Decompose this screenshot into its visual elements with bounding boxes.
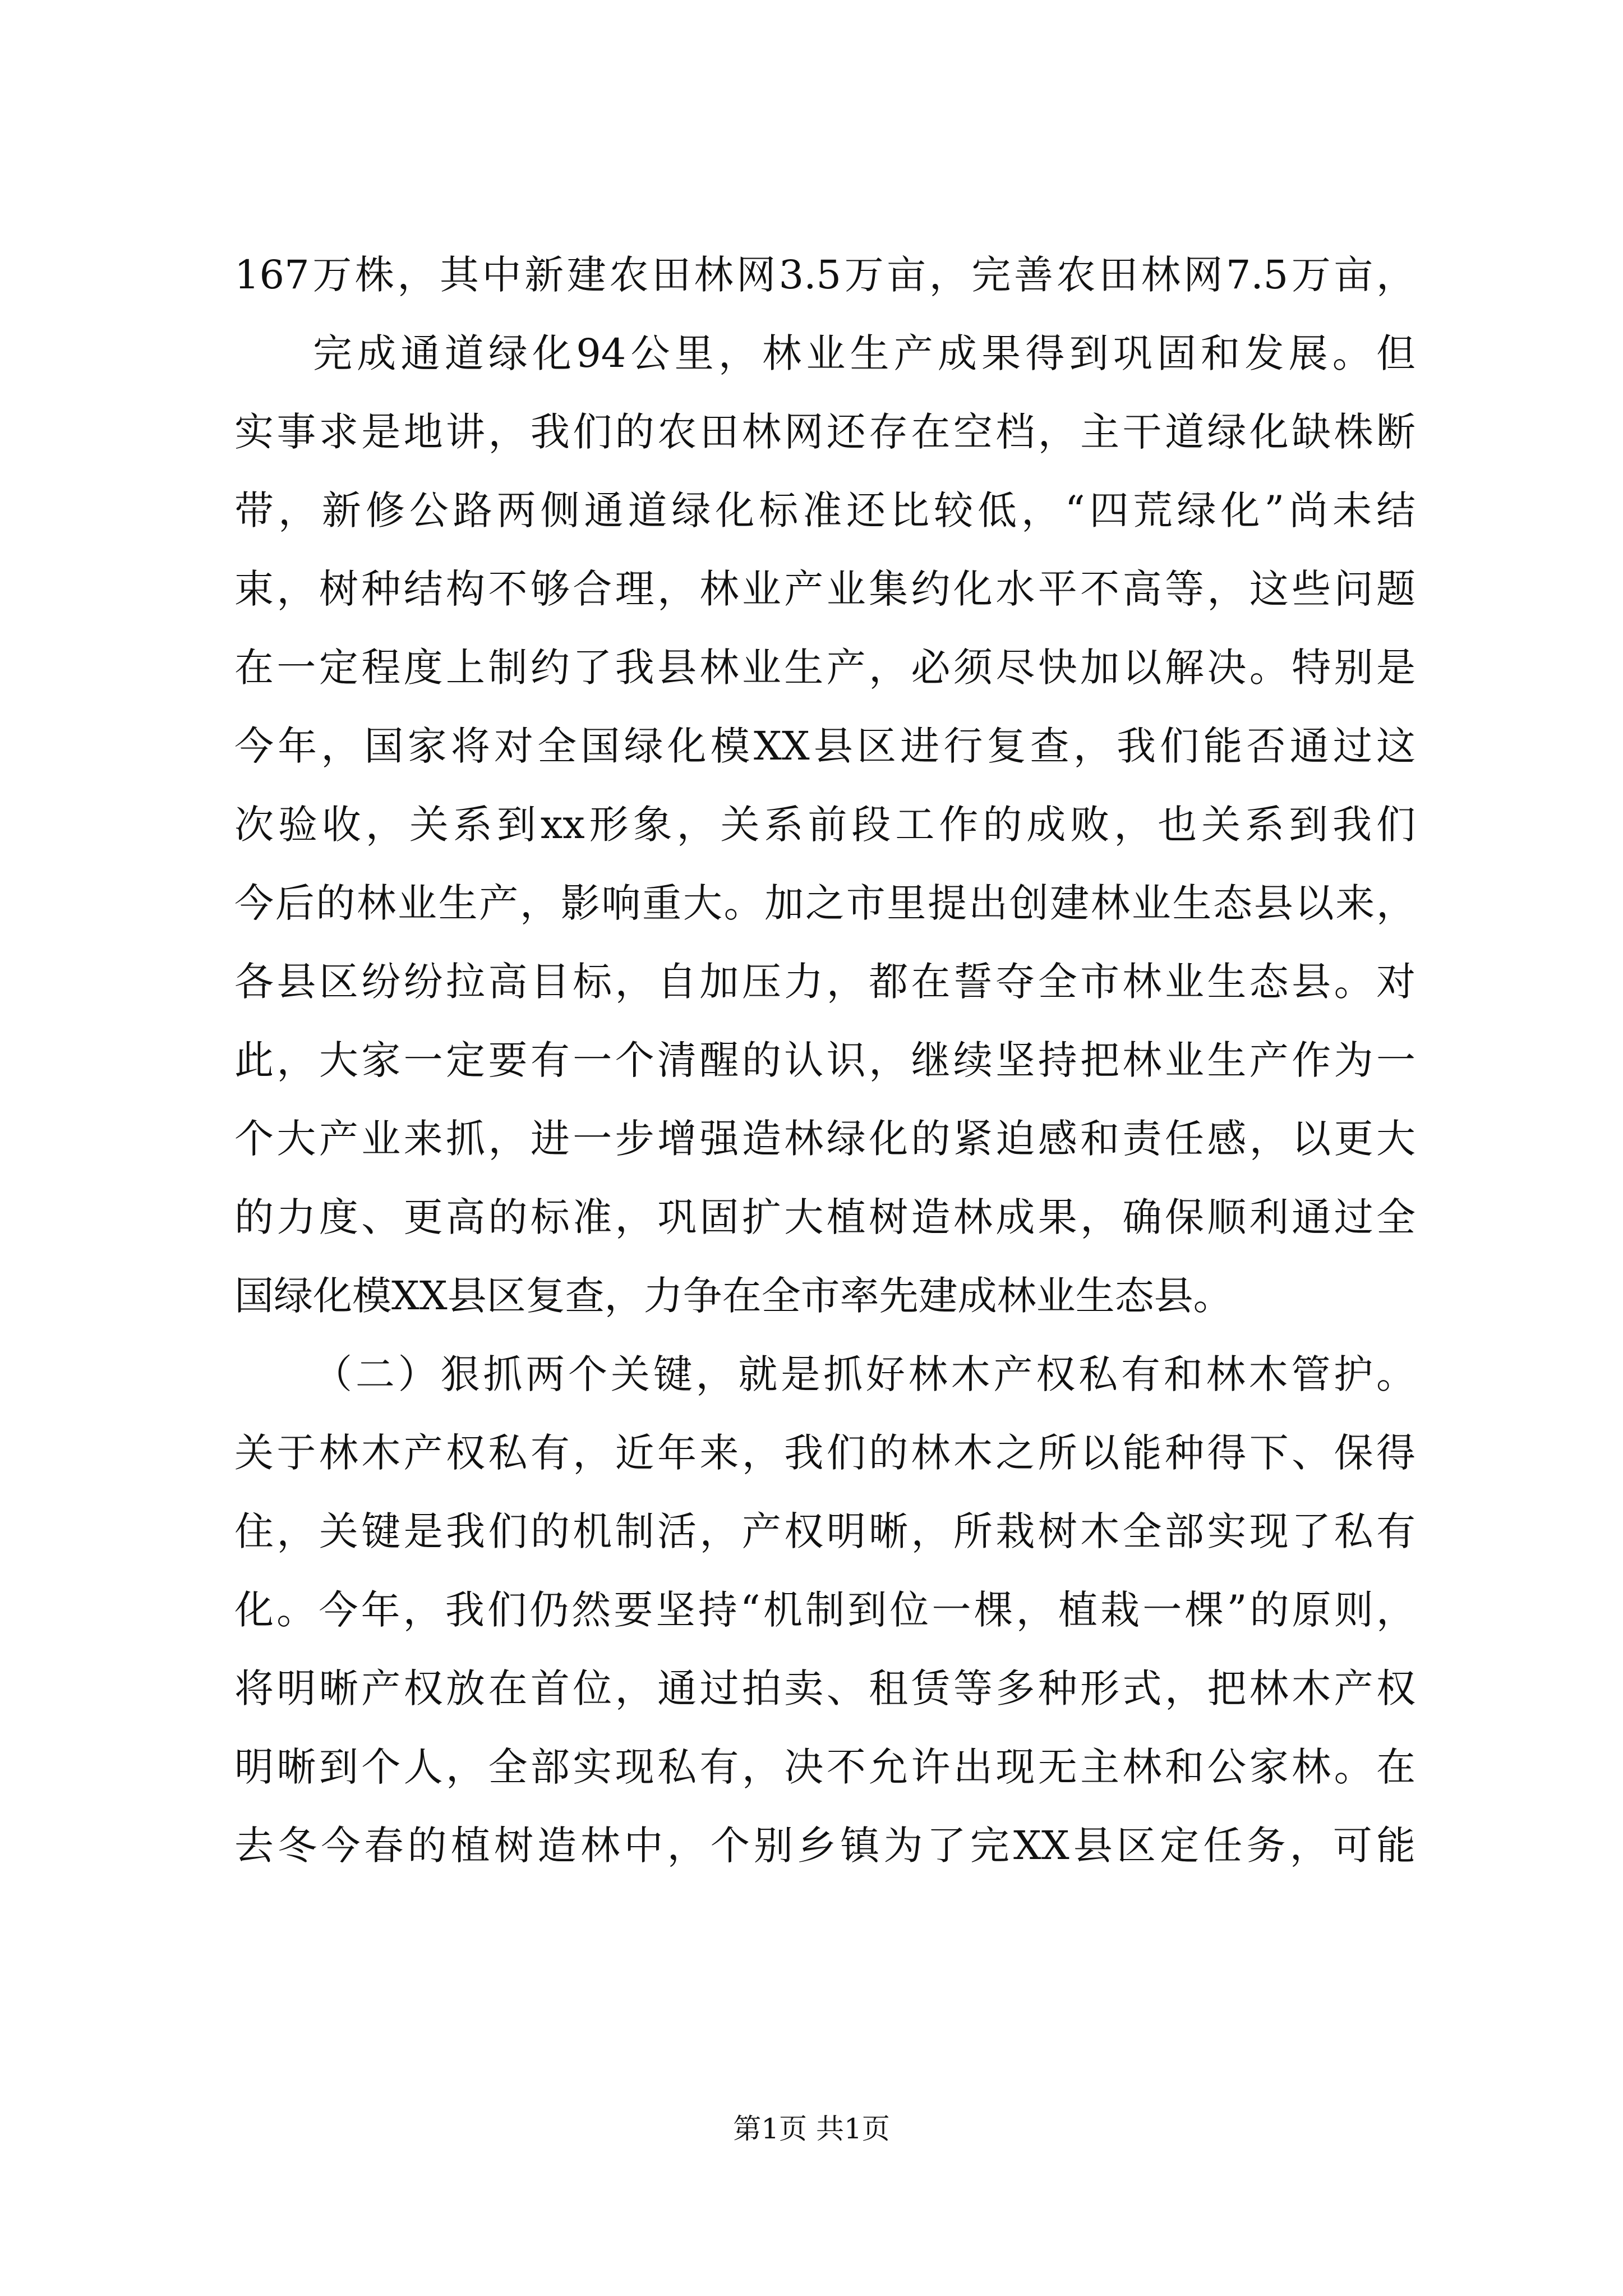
text-line-18: 化。今年，我们仍然要坚持“机制到位一棵，植栽一棵”的原则， bbox=[234, 1587, 1415, 1633]
text-line-6: 在一定程度上制约了我县林业生产，必须尽快加以解决。特别是 bbox=[234, 645, 1415, 691]
text-line-12: 个大产业来抓，进一步增强造林绿化的紧迫感和责任感，以更大 bbox=[234, 1116, 1415, 1162]
document-body bbox=[234, 236, 1415, 1885]
page-footer: 第1页 共1页 bbox=[733, 2113, 890, 2145]
text-line-9: 今后的林业生产，影响重大。加之市里提出创建林业生态县以来， bbox=[234, 880, 1415, 926]
text-line-7: 今年，国家将对全国绿化模XX县区进行复查，我们能否通过这 bbox=[234, 723, 1415, 769]
text-line-13: 的力度、更高的标准，巩固扩大植树造林成果，确保顺利通过全 bbox=[234, 1194, 1415, 1240]
text-line-5: 束，树种结构不够合理，林业产业集约化水平不高等，这些问题 bbox=[234, 566, 1415, 612]
text-line-20: 明晰到个人，全部实现私有，决不允许出现无主林和公家林。在 bbox=[234, 1744, 1415, 1790]
text-line-10: 各县区纷纷拉高目标，自加压力，都在誓夺全市林业生态县。对 bbox=[234, 959, 1415, 1005]
text-line-4: 带，新修公路两侧通道绿化标准还比较低，“四荒绿化”尚未结 bbox=[234, 487, 1415, 533]
text-line-21: 去冬今春的植树造林中，个别乡镇为了完XX县区定任务，可能 bbox=[234, 1823, 1415, 1869]
text-line-16: 关于林木产权私有，近年来，我们的林木之所以能种得下、保得 bbox=[234, 1430, 1415, 1476]
text-line-8: 次验收，关系到xx形象，关系前段工作的成败，也关系到我们 bbox=[234, 802, 1415, 848]
text-line-3: 实事求是地讲，我们的农田林网还存在空档，主干道绿化缺株断 bbox=[234, 409, 1415, 455]
text-line-11: 此，大家一定要有一个清醒的认识，继续坚持把林业生产作为一 bbox=[234, 1037, 1415, 1083]
text-line-1: 167万株，其中新建农田林网3.5万亩，完善农田林网7.5万亩， bbox=[234, 252, 1415, 298]
text-line-19: 将明晰产权放在首位，通过拍卖、租赁等多种形式，把林木产权 bbox=[234, 1665, 1415, 1711]
text-line-17: 住，关键是我们的机制活，产权明晰，所栽树木全部实现了私有 bbox=[234, 1508, 1415, 1554]
text-line-15: （二）狠抓两个关键，就是抓好林木产权私有和林木管护。 bbox=[313, 1351, 1415, 1397]
text-line-14: 国绿化模XX县区复查，力争在全市率先建成林业生态县。 bbox=[234, 1273, 1233, 1319]
text-line-2: 完成通道绿化94公里，林业生产成果得到巩固和发展。但 bbox=[313, 330, 1415, 376]
